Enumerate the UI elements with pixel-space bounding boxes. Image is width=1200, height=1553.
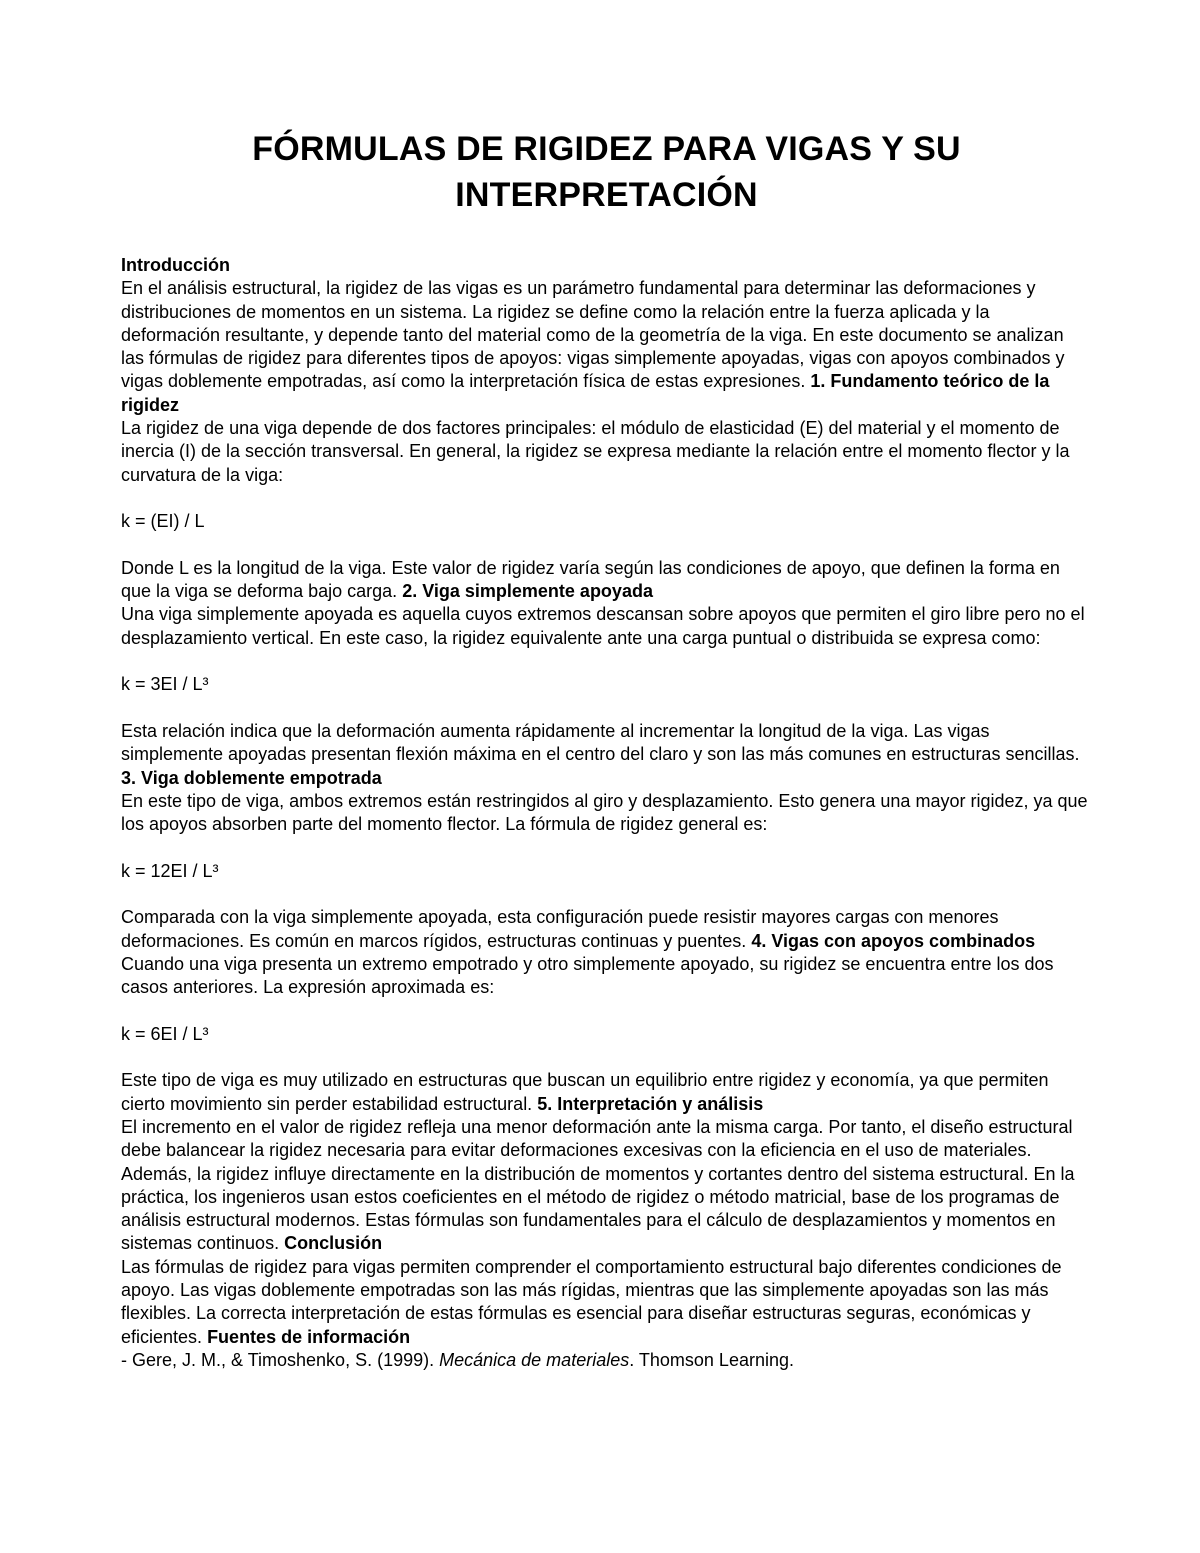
section5-text: El incremento en el valor de rigidez refleja una menor deformación ante la misma carga. Por tanto, el diseño estructural debe balancear la rigidez necesaria para evitar deformaciones excesivas con la eficiencia en el uso de materiales. Además, la rigidez influye directamente en la distribución de momentos y cortantes dentro del sistema estructural. En la práctica, los ingenieros usan estos coeficientes en el método de rigidez o método matricial, base de los programas de análisis estructural modernos. Estas fórmulas son fundamentales para el cálculo de desplazamientos y momentos en sistemas continuos. — [121, 1116, 1075, 1254]
reference-authors: - Gere, J. M., & Timoshenko, S. (1999). — [121, 1349, 440, 1370]
reference-item — [121, 1349, 1090, 1372]
intro-heading: Introducción — [121, 255, 230, 275]
conclusion-heading: Conclusión — [284, 1233, 383, 1254]
reference-publisher: . Thomson Learning. — [629, 1349, 794, 1370]
section1-after-text: Donde L es la longitud de la viga. Este valor de rigidez varía según las condiciones de apoyo, que definen la forma en que la viga se deforma bajo carga. — [121, 557, 1060, 602]
section1-after-paragraph — [121, 557, 1090, 604]
section2-paragraph: Una viga simplemente apoyada es aquella cuyos extremos descansan sobre apoyos que permiten el giro libre pero no el desplazamiento vertical. En este caso, la rigidez equivalente ante una carga puntual o distribuida se expresa como: — [121, 604, 1085, 648]
document-title — [121, 126, 1090, 218]
formula-fixed-fixed: k = 12EI / L³ — [121, 860, 219, 881]
section5-paragraph — [121, 1116, 1090, 1256]
intro-paragraph — [121, 254, 1090, 417]
section4-after-paragraph — [121, 1069, 1090, 1116]
section4-paragraph: Cuando una viga presenta un extremo empotrado y otro simplemente apoyado, su rigidez se encuentra entre los dos casos anteriores. La expresión aproximada es: — [121, 953, 1054, 998]
sources-heading: Fuentes de información — [207, 1326, 411, 1347]
section2-after-text: Esta relación indica que la deformación aumenta rápidamente al incrementar la longitud de la viga. Las vigas simplemente apoyadas presentan flexión máxima en el centro del claro y son las más comunes en estructuras sencillas. — [121, 720, 1080, 765]
conclusion-paragraph — [121, 1256, 1090, 1349]
intro-text: En el análisis estructural, la rigidez de las vigas es un parámetro fundamental para determinar las deformaciones y distribuciones de momentos en un sistema. La rigidez se define como la relación entre la fuerza aplicada y la deformación resultante, y depende tanto del material como de la geometría de la viga. En este documento se analizan las fórmulas de rigidez para diferentes tipos de apoyos: vigas simplemente apoyadas, vigas con apoyos combinados y vigas doblemente empotradas, así como la interpretación física de estas expresiones. — [121, 278, 1065, 392]
title-line-1: FÓRMULAS DE RIGIDEZ PARA VIGAS Y SU — [252, 130, 961, 168]
formula-simple-support: k = 3EI / L³ — [121, 674, 209, 695]
formula-combined-support: k = 6EI / L³ — [121, 1023, 209, 1044]
section3-paragraph: En este tipo de viga, ambos extremos están restringidos al giro y desplazamiento. Esto genera una mayor rigidez, ya que los apoyos absorben parte del momento flector. La fórmula de rigidez general es: — [121, 790, 1088, 835]
section4-after-text: Este tipo de viga es muy utilizado en estructuras que buscan un equilibrio entre rigidez y economía, ya que permiten cierto movimiento sin perder estabilidad estructural. — [121, 1070, 1049, 1114]
section3-after-text: Comparada con la viga simplemente apoyada, esta configuración puede resistir mayores cargas con menores deformaciones. Es común en marcos rígidos, estructuras continuas y puentes. — [121, 907, 999, 951]
document-body — [121, 254, 1090, 1372]
section4-heading: 4. Vigas con apoyos combinados — [751, 930, 1036, 951]
conclusion-text: Las fórmulas de rigidez para vigas permiten comprender el comportamiento estructural bajo diferentes condiciones de apoyo. Las vigas doblemente empotradas son las más rígidas, mientras que las simplemente apoyadas son las más flexibles. La correcta interpretación de estas fórmulas es esencial para diseñar estructuras seguras, económicas y eficientes. — [121, 1256, 1062, 1347]
section3-after-paragraph — [121, 906, 1090, 953]
section2-after-paragraph — [121, 720, 1090, 790]
reference-title: Mecánica de materiales — [439, 1349, 630, 1370]
section5-heading: 5. Interpretación y análisis — [537, 1093, 764, 1114]
section1-paragraph: La rigidez de una viga depende de dos factores principales: el módulo de elasticidad (E) del material y el momento de inercia (I) de la sección transversal. En general, la rigidez se expresa mediante la relación entre el momento flector y la curvatura de la viga: — [121, 418, 1070, 485]
section2-heading: 2. Viga simplemente apoyada — [402, 581, 653, 602]
title-line-2: INTERPRETACIÓN — [455, 176, 758, 214]
formula-base: k = (EI) / L — [121, 511, 205, 532]
section1-heading: 1. Fundamento teórico de la rigidez — [121, 371, 1050, 415]
section3-heading: 3. Viga doblemente empotrada — [121, 767, 382, 788]
